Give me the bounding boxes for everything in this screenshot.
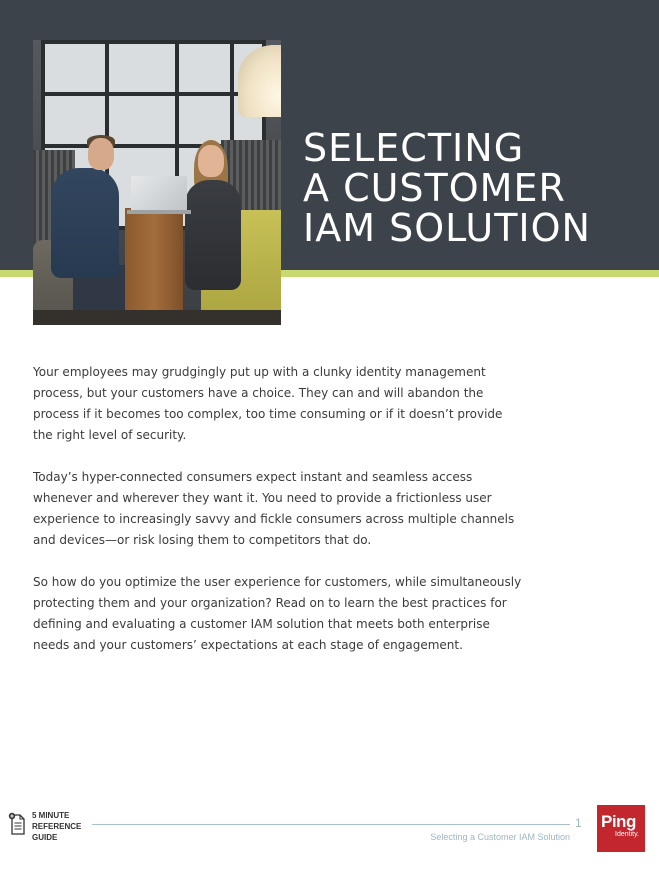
guide-label-line: 5 MINUTE (32, 811, 70, 820)
logo-wordmark: Ping (601, 812, 636, 831)
page-title-line: IAM SOLUTION (303, 206, 591, 250)
guide-label-line: REFERENCE (32, 822, 82, 831)
text-line: needs and your customers’ expectations at each stage of engagement. (33, 638, 463, 652)
footer-doc-title: Selecting a Customer IAM Solution (430, 832, 570, 842)
document-icon (8, 812, 26, 836)
logo-subtext: Identity. (615, 831, 639, 838)
page-number: 1 (575, 816, 582, 830)
text-line: Your employees may grudgingly put up with a clunky identity management (33, 365, 486, 379)
page-title (303, 128, 643, 248)
text-line: defining and evaluating a customer IAM solution that meets both enterprise (33, 617, 490, 631)
text-line: and devices—or risk losing them to competitors that do. (33, 533, 372, 547)
guide-label-line: GUIDE (32, 833, 58, 842)
text-line: whenever and wherever they want it. You need to provide a frictionless user (33, 491, 492, 505)
body-copy (33, 362, 522, 677)
intro-paragraph (33, 362, 518, 446)
page-title-line: SELECTING (303, 126, 525, 170)
text-line: process, but your customers have a choice. They can and will abandon the (33, 386, 484, 400)
text-line: protecting them and your organization? Read on to learn the best practices for (33, 596, 507, 610)
meeting-photo (33, 40, 281, 325)
text-line: experience to increasingly savvy and fickle consumers across multiple channels (33, 512, 515, 526)
text-line: So how do you optimize the user experience for customers, while simultaneously (33, 575, 522, 589)
page-title-line: A CUSTOMER (303, 166, 566, 210)
ping-identity-logo (597, 805, 645, 852)
optimize-paragraph (33, 572, 522, 656)
footer-rule (92, 824, 570, 825)
consumers-paragraph (33, 467, 518, 551)
guide-label (32, 810, 81, 843)
text-line: Today’s hyper-connected consumers expect instant and seamless access (33, 470, 473, 484)
text-line: the right level of security. (33, 428, 187, 442)
text-line: process if it becomes too complex, too time consuming or if it doesn’t provide (33, 407, 503, 421)
